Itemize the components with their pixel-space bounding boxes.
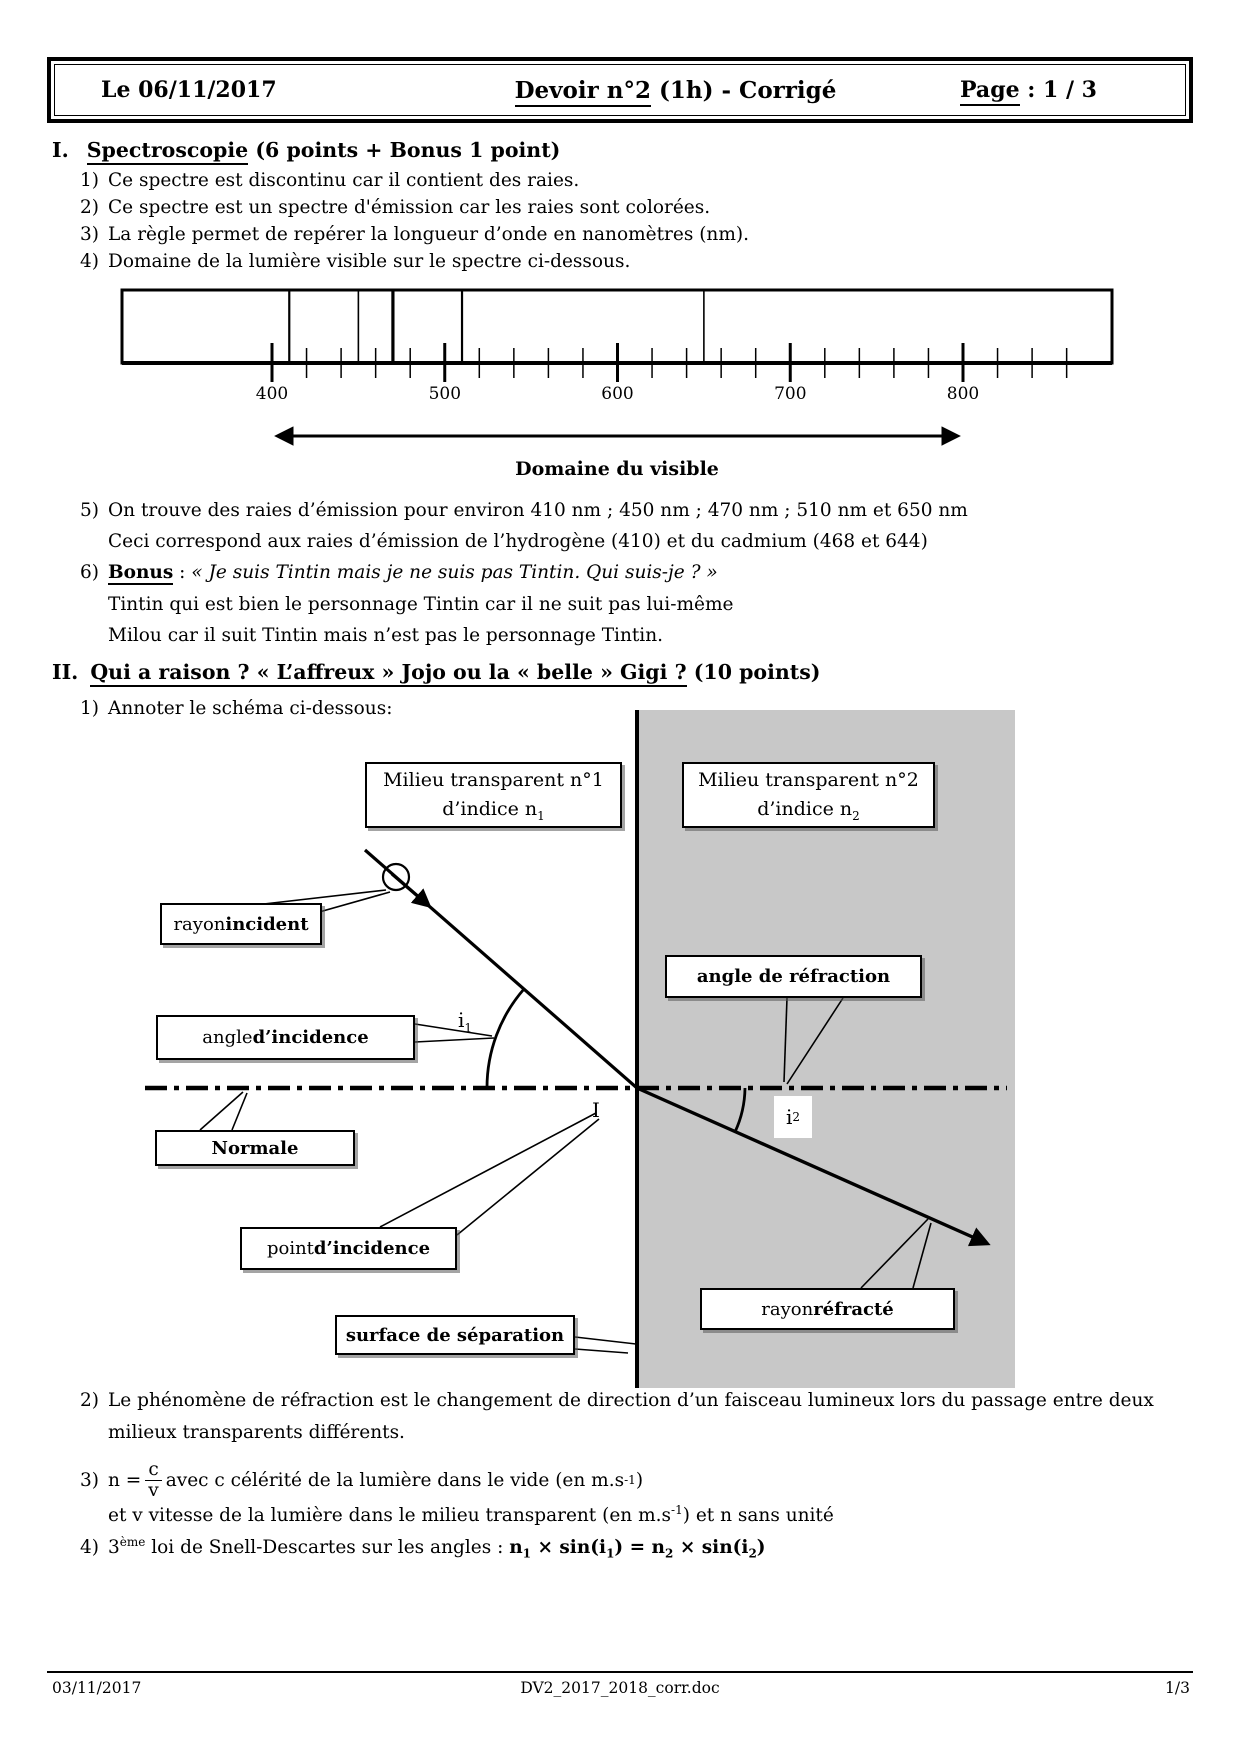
s1-item2-num: 2) — [80, 197, 99, 218]
header-page-rest: : 1 / 3 — [1019, 77, 1097, 103]
pointer-surface-separation-1 — [575, 1337, 636, 1344]
header-title-rest: (1h) - Corrigé — [650, 76, 837, 104]
pointer-point-incidence-2 — [457, 1119, 599, 1235]
ruler-label-400: 400 — [255, 384, 289, 404]
formula-sin1: × sin(i — [531, 1537, 607, 1558]
s2-item3-line2-text: et v vitesse de la lumière dans le milieu transparent (en m.s — [108, 1505, 672, 1526]
s1-item6-bonus: Bonus — [108, 562, 174, 583]
formula-n2-sub: 2 — [665, 1546, 674, 1561]
section2-title: Qui a raison ? « L’affreux » Jojo ou la « belle » Gigi ? — [90, 660, 686, 687]
rayon-refracte-bold: réfracté — [813, 1298, 894, 1320]
s2-item4-text: loi de Snell-Descartes sur les angles : — [145, 1537, 510, 1558]
s2-item4-num: 4) — [80, 1537, 99, 1558]
s1-item6-quote: « Je suis Tintin mais je ne suis pas Tintin. Qui suis-je ? » — [191, 562, 718, 583]
footer-rule — [47, 1671, 1193, 1673]
s2-item1-text: Annoter le schéma ci-dessous: — [108, 698, 393, 719]
s2-item3-line2-exponent: -1 — [671, 1502, 683, 1517]
s2-item1-num: 1) — [80, 698, 99, 719]
snell-descartes-formula — [509, 1537, 766, 1561]
s1-item5-line1: On trouve des raies d’émission pour environ 410 nm ; 450 nm ; 470 nm ; 510 nm et 650 nm — [108, 500, 968, 521]
s2-item2-line2: milieux transparents différents. — [108, 1422, 405, 1443]
s1-item4-text: Domaine de la lumière visible sur le spectre ci-dessous. — [108, 251, 631, 272]
incidence-point-label: I — [592, 1098, 600, 1122]
milieu1-subscript: 1 — [537, 808, 545, 823]
ruler-labels — [256, 384, 979, 404]
spectrum-emission-lines — [289, 292, 704, 362]
formula-close: ) — [756, 1537, 766, 1558]
section2-points: (10 points) — [686, 660, 821, 684]
s1-item3-num: 3) — [80, 224, 99, 245]
s2-item4-three: 3 — [108, 1537, 120, 1558]
s2-item3-line2-close: ) et n sans unité — [682, 1505, 834, 1526]
formula-i2-sub: 2 — [748, 1546, 757, 1561]
s1-item5-line2: Ceci correspond aux raies d’émission de l’hydrogène (410) et du cadmium (468 et 644) — [108, 531, 928, 552]
rayon-incident-box — [160, 903, 322, 945]
rayon-refracte-normal: rayon — [761, 1298, 814, 1320]
i1-subscript: 1 — [464, 1021, 473, 1035]
normale-box: Normale — [155, 1130, 355, 1166]
s1-item3 — [80, 224, 749, 245]
milieu2-line2-text: d’indice n — [757, 798, 853, 820]
header-inner — [54, 64, 1186, 116]
s1-item5-num: 5) — [80, 500, 99, 521]
point-incidence-bold: d’incidence — [313, 1238, 431, 1259]
ruler-label-600: 600 — [601, 384, 634, 404]
s1-item6 — [80, 562, 718, 583]
s1-item6-line3: Milou car il suit Tintin mais n’est pas le personnage Tintin. — [108, 625, 664, 646]
milieu1-line2-text: d’indice n — [442, 798, 538, 820]
pointer-angle-incidence-2 — [415, 1038, 494, 1042]
formula-equals-n2: ) = n — [614, 1537, 666, 1558]
s1-item4-num: 4) — [80, 251, 99, 272]
s2-item3-close: ) — [635, 1469, 644, 1491]
s1-item6-num: 6) — [80, 562, 99, 583]
footer-filename: DV2_2017_2018_corr.doc — [520, 1679, 720, 1697]
s2-item3-text: avec c célérité de la lumière dans le vide (en m.s — [165, 1469, 625, 1491]
header-box — [47, 57, 1193, 123]
section1-numeral: I. — [52, 138, 69, 162]
pointer-normale-2 — [232, 1093, 247, 1130]
milieu2-box — [682, 762, 935, 828]
header-title — [391, 77, 960, 104]
header-page-underlined: Page — [960, 77, 1020, 106]
i2-letter: i — [785, 1105, 793, 1129]
s2-item3: 3) n = $\frac{c}{v}$ avec c célérité de la lumière dans le vide (en m.s -1 ) — [80, 1459, 644, 1501]
s2-item4-ordinal: ème — [119, 1534, 146, 1549]
pointer-angle-incidence-1 — [415, 1024, 492, 1036]
angle-incidence-bold: d’incidence — [252, 1027, 369, 1048]
footer-page-number: 1/3 — [1165, 1679, 1190, 1697]
s2-item3-num: 3) — [80, 1469, 99, 1491]
header-date: Le 06/11/2017 — [101, 77, 277, 103]
i1-letter: i — [458, 1008, 465, 1032]
section2-numeral: II. — [52, 660, 79, 684]
point-incidence-normal: point — [266, 1238, 314, 1259]
section2-heading — [52, 660, 821, 684]
s1-item6-sep: : — [173, 562, 192, 583]
visible-domain-label: Domaine du visible — [515, 458, 719, 480]
milieu2-line1: Milieu transparent n°2 — [698, 768, 919, 791]
angle-incidence-box — [156, 1015, 415, 1060]
s2-item3-line2 — [108, 1502, 834, 1526]
s2-item3-prefix: n = — [108, 1469, 142, 1491]
formula-n1: n — [509, 1537, 523, 1558]
rayon-refracte-box — [700, 1288, 955, 1330]
s1-item5 — [80, 500, 968, 521]
s2-item4 — [80, 1534, 766, 1561]
angle-incidence-normal: angle — [202, 1027, 253, 1048]
pointer-normale-1 — [200, 1092, 243, 1130]
ruler-label-800: 800 — [946, 384, 980, 404]
rayon-incident-bold: incident — [225, 913, 309, 935]
milieu1-box — [365, 762, 622, 828]
milieu2-line2 — [757, 795, 860, 824]
header-page — [960, 77, 1185, 103]
section1-title: Spectroscopie — [87, 138, 248, 165]
formula-sin2: × sin(i — [673, 1537, 749, 1558]
fraction-denominator: v — [145, 1480, 161, 1500]
s1-item2 — [80, 197, 710, 218]
ruler-label-700: 700 — [774, 384, 807, 404]
formula-i1-sub: 1 — [606, 1546, 615, 1561]
point-incidence-box — [240, 1227, 457, 1270]
milieu2-subscript: 2 — [852, 808, 860, 823]
fraction-numerator: c — [148, 1459, 159, 1481]
footer-date: 03/11/2017 — [52, 1679, 142, 1697]
formula-n1-sub: 1 — [522, 1546, 531, 1561]
milieu1-line1: Milieu transparent n°1 — [383, 768, 604, 791]
fraction-c-over-v — [145, 1460, 161, 1500]
s1-item1-text: Ce spectre est discontinu car il contient des raies. — [108, 170, 580, 191]
i1-label — [458, 1008, 473, 1035]
s1-item3-text: La règle permet de repérer la longueur d’onde en nanomètres (nm). — [108, 224, 749, 245]
section1-points: (6 points + Bonus 1 point) — [248, 138, 561, 162]
header-title-underlined: Devoir n°2 — [515, 77, 651, 107]
s2-item2-num: 2) — [80, 1390, 99, 1411]
s1-item1-num: 1) — [80, 170, 99, 191]
spectrum-svg — [100, 285, 1160, 455]
s2-item2 — [80, 1390, 1154, 1411]
s2-item2-line1: Le phénomène de réfraction est le changement de direction d’un faisceau lumineux lors du passage entre deux — [108, 1390, 1154, 1411]
pointer-surface-separation-2 — [575, 1349, 628, 1353]
section1-heading — [52, 138, 560, 162]
s1-item4 — [80, 251, 630, 272]
angle-refraction-box: angle de réfraction — [665, 955, 922, 998]
s1-item1 — [80, 170, 579, 191]
i2-label: i 2 — [774, 1096, 812, 1138]
rayon-incident-normal: rayon — [173, 913, 226, 935]
ruler-label-500: 500 — [428, 384, 462, 404]
s1-item6-line2: Tintin qui est bien le personnage Tintin car il ne suit pas lui-même — [108, 594, 734, 615]
milieu1-line2 — [442, 795, 545, 824]
s1-item2-text: Ce spectre est un spectre d'émission car les raies sont colorées. — [108, 197, 711, 218]
surface-separation-box: surface de séparation — [335, 1315, 575, 1355]
